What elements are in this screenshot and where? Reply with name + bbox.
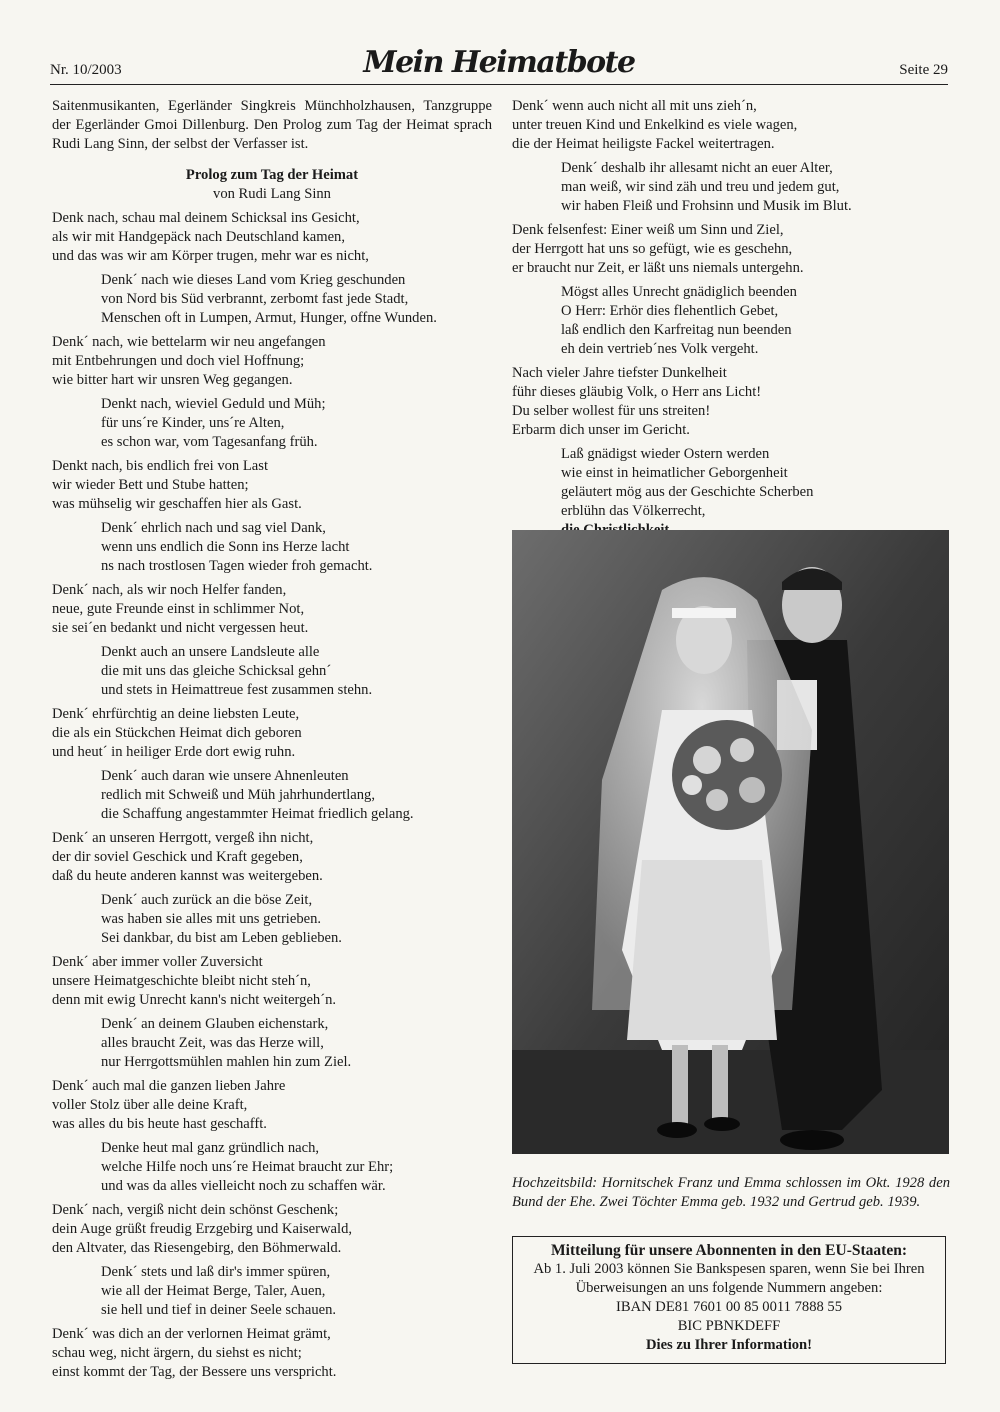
poem-line: unsere Heimatgeschichte bleibt nicht steh´n, bbox=[52, 973, 311, 989]
notice-closing: Dies zu Ihrer Information! bbox=[645, 1337, 813, 1353]
poem-line: Denk´ nach wie dieses Land vom Krieg geschunden bbox=[101, 272, 406, 288]
poem-line: Denke heut mal ganz gründlich nach, bbox=[101, 1140, 320, 1156]
poem-line: Denk nach, schau mal deinem Schicksal ins Gesicht, bbox=[52, 210, 360, 226]
poem-line: Denk´ nach, als wir noch Helfer fanden, bbox=[52, 582, 287, 598]
poem-line: redlich mit Schweiß und Müh jahrhundertlang, bbox=[101, 787, 375, 803]
poem-line: wie all der Heimat Berge, Taler, Auen, bbox=[101, 1283, 326, 1299]
poem-line: nur Herrgottsmühlen mahlen hin zum Ziel. bbox=[101, 1054, 352, 1070]
poem-line: der Herrgott hat uns so gefügt, wie es geschehn, bbox=[512, 241, 793, 257]
poem-stanza bbox=[52, 1201, 492, 1258]
poem-line: die mit uns das gleiche Schicksal gehn´ bbox=[101, 663, 332, 679]
poem-line: es schon war, vom Tagesanfang früh. bbox=[101, 434, 318, 450]
poem-line: Denk´ stets und laß dir's immer spüren, bbox=[101, 1264, 331, 1280]
poem-line: für uns´re Kinder, uns´re Alten, bbox=[101, 415, 285, 431]
poem-line: alles braucht Zeit, was das Herze will, bbox=[101, 1035, 324, 1051]
poem-line: denn mit ewig Unrecht kann's nicht weitergeh´n. bbox=[52, 992, 337, 1008]
poem-line: den Altvater, das Riesengebirg, den Böhmerwald. bbox=[52, 1240, 342, 1256]
poem-line: Denk´ aber immer voller Zuversicht bbox=[52, 954, 263, 970]
poem-line: Denkt nach, bis endlich frei von Last bbox=[52, 458, 269, 474]
poem-line: wie bitter hart wir unsren Weg gegangen. bbox=[52, 372, 293, 388]
poem-line: Menschen oft in Lumpen, Armut, Hunger, offne Wunden. bbox=[101, 310, 437, 326]
poem-line: was mühselig wir geschaffen hier als Gast. bbox=[52, 496, 302, 512]
poem-stanza bbox=[52, 705, 492, 762]
poem-line: Denk´ nach, vergiß nicht dein schönst Geschenk; bbox=[52, 1202, 339, 1218]
photo-caption: Hochzeitsbild: Hornitschek Franz und Emma schlossen im Okt. 1928 den Bund der Ehe. Zwei Töchter Emma geb. 1932 und Gertrud geb. 1939. bbox=[512, 1174, 950, 1210]
poem-line: man weiß, wir sind zäh und treu und jedem gut, bbox=[561, 179, 840, 195]
poem-line: Denkt auch an unsere Landsleute alle bbox=[101, 644, 320, 660]
poem-stanza bbox=[101, 891, 492, 948]
poem-line: Denk´ auch mal die ganzen lieben Jahre bbox=[52, 1078, 286, 1094]
poem-line: was haben sie alles mit uns getrieben. bbox=[101, 911, 322, 927]
poem-line: wie einst in heimatlicher Geborgenheit bbox=[561, 465, 788, 481]
poem-line: neue, gute Freunde einst in schlimmer Not, bbox=[52, 601, 305, 617]
page-header bbox=[50, 44, 948, 85]
poem-line: Denk´ an deinem Glauben eichenstark, bbox=[101, 1016, 329, 1032]
poem-line: unter treuen Kind und Enkelkind es viele wagen, bbox=[512, 117, 798, 133]
poem-stanza bbox=[561, 159, 952, 216]
subscriber-notice-box bbox=[512, 1236, 946, 1364]
poem-line: geläutert mög aus der Geschichte Scherben bbox=[561, 484, 814, 500]
poem-line: Denk´ ehrfürchtig an deine liebsten Leute, bbox=[52, 706, 300, 722]
poem-stanza bbox=[52, 457, 492, 514]
poem-stanza bbox=[101, 1015, 492, 1072]
poem-stanza bbox=[101, 767, 492, 824]
poem-stanza bbox=[101, 643, 492, 700]
poem-line: wenn uns endlich die Sonn ins Herze lacht bbox=[101, 539, 350, 555]
poem-line: Erbarm dich unser im Gericht. bbox=[512, 422, 690, 438]
poem-line: Denk´ ehrlich nach und sag viel Dank, bbox=[101, 520, 326, 536]
poem-line: und was da alles vielleicht noch zu schaffen wär. bbox=[101, 1178, 386, 1194]
notice-body: Ab 1. Juli 2003 können Sie Bankspesen sparen, wenn Sie bei Ihren Überweisungen an uns folgende Nummern angeben: bbox=[533, 1261, 925, 1296]
poem-line: daß du heute anderen kannst was weitergeben. bbox=[52, 868, 323, 884]
poem-line: Nach vieler Jahre tiefster Dunkelheit bbox=[512, 365, 727, 381]
poem-line: die Schaffung angestammter Heimat friedlich gelang. bbox=[101, 806, 414, 822]
poem-line: welche Hilfe noch uns´re Heimat braucht zur Ehr; bbox=[101, 1159, 394, 1175]
poem-line: Sei dankbar, du bist am Leben geblieben. bbox=[101, 930, 342, 946]
poem-stanza bbox=[561, 283, 952, 359]
poem-line: die als ein Stückchen Heimat dich geboren bbox=[52, 725, 302, 741]
poem-stanza bbox=[101, 271, 492, 328]
poem-stanza bbox=[101, 519, 492, 576]
poem-line: O Herr: Erhör dies flehentlich Gebet, bbox=[561, 303, 779, 319]
poem-title: Prolog zum Tag der Heimat bbox=[185, 167, 359, 183]
poem-line: Denk´ deshalb ihr allesamt nicht an euer Alter, bbox=[561, 160, 833, 176]
right-column bbox=[512, 97, 952, 540]
poem-line: führ dieses gläubig Volk, o Herr ans Licht! bbox=[512, 384, 762, 400]
poem-stanza bbox=[52, 333, 492, 390]
poem-line: Denk´ auch daran wie unsere Ahnenleuten bbox=[101, 768, 349, 784]
poem-line: und das was wir am Körper trugen, mehr war es nicht, bbox=[52, 248, 369, 264]
issue-number: Nr. 10/2003 bbox=[50, 62, 122, 78]
poem-line: Denk felsenfest: Einer weiß um Sinn und Ziel, bbox=[512, 222, 784, 238]
poem-line: dein Auge grüßt freudig Erzgebirg und Kaiserwald, bbox=[52, 1221, 353, 1237]
poem-line: ns nach trostlosen Tagen wieder froh gemacht. bbox=[101, 558, 373, 574]
wedding-photo-image bbox=[512, 530, 949, 1154]
poem-stanza bbox=[52, 1077, 492, 1134]
poem-line: Denkt nach, wieviel Geduld und Müh; bbox=[101, 396, 326, 412]
poem-line: was alles du bis heute hast geschafft. bbox=[52, 1116, 267, 1132]
poem-stanza bbox=[512, 97, 952, 154]
poem-stanza bbox=[512, 364, 952, 440]
poem-line: Denk´ an unseren Herrgott, vergeß ihn nicht, bbox=[52, 830, 314, 846]
poem-stanza bbox=[52, 953, 492, 1010]
poem-line: der dir soviel Geschick und Kraft gegeben, bbox=[52, 849, 303, 865]
poem-line: wir haben Fleiß und Frohsinn und Musik im Blut. bbox=[561, 198, 852, 214]
poem-line: Laß gnädigst wieder Ostern werden bbox=[561, 446, 770, 462]
poem-line: wir wieder Bett und Stube hatten; bbox=[52, 477, 249, 493]
notice-bic: BIC PBNKDEFF bbox=[677, 1318, 781, 1334]
poem-line: erblühn das Völkerrecht, bbox=[561, 503, 706, 519]
poem-line: und stets in Heimattreue fest zusammen stehn. bbox=[101, 682, 373, 698]
poem-line: laß endlich den Karfreitag nun beenden bbox=[561, 322, 792, 338]
intro-text: Saitenmusikanten, Egerländer Singkreis Münchholzhausen, Tanzgruppe der Egerländer Gmoi Dillenburg. Den Prolog zum Tag der Heimat sprach Rudi Lang Sinn, der selbst der Verfasser ist. bbox=[52, 98, 492, 152]
poem-stanza bbox=[52, 829, 492, 886]
poem-stanza bbox=[101, 1263, 492, 1320]
poem-line: als wir mit Handgepäck nach Deutschland kamen, bbox=[52, 229, 345, 245]
poem-line: Denk´ nach, wie bettelarm wir neu angefangen bbox=[52, 334, 326, 350]
poem-line: Denk´ was dich an der verlornen Heimat grämt, bbox=[52, 1326, 331, 1342]
masthead-logo: Mein Heimatbote bbox=[363, 45, 635, 80]
page-number: Seite 29 bbox=[899, 62, 948, 78]
poem-line: Denk´ auch zurück an die böse Zeit, bbox=[101, 892, 313, 908]
poem-line: eh dein vertrieb´nes Volk vergeht. bbox=[561, 341, 759, 357]
notice-iban: IBAN DE81 7601 00 85 0011 7888 55 bbox=[615, 1299, 843, 1315]
poem-stanza bbox=[52, 581, 492, 638]
poem-stanza bbox=[101, 395, 492, 452]
poem-stanza bbox=[512, 221, 952, 278]
poem-line: Du selber wollest für uns streiten! bbox=[512, 403, 711, 419]
poem-line: er braucht nur Zeit, er läßt uns niemals untergehn. bbox=[512, 260, 804, 276]
poem-stanza bbox=[52, 1325, 492, 1382]
poem-line: und heut´ in heiliger Erde dort ewig ruhn. bbox=[52, 744, 296, 760]
poem-line: Mögst alles Unrecht gnädiglich beenden bbox=[561, 284, 797, 300]
poem-stanzas-left bbox=[52, 209, 492, 1382]
poem-line: voller Stolz über alle deine Kraft, bbox=[52, 1097, 248, 1113]
poem-author: von Rudi Lang Sinn bbox=[213, 186, 331, 202]
left-column bbox=[52, 97, 492, 1382]
poem-stanzas-right bbox=[512, 97, 952, 540]
poem-stanza bbox=[561, 445, 952, 540]
poem-line: schau weg, nicht ärgern, du siehst es nicht; bbox=[52, 1345, 302, 1361]
poem-line: von Nord bis Süd verbrannt, zerbomt fast jede Stadt, bbox=[101, 291, 409, 307]
poem-line: mit Entbehrungen und doch viel Hoffnung; bbox=[52, 353, 305, 369]
poem-line: einst kommt der Tag, der Bessere uns verspricht. bbox=[52, 1364, 337, 1380]
notice-title: Mitteilung für unsere Abonnenten in den EU-Staaten: bbox=[551, 1242, 907, 1259]
poem-stanza bbox=[52, 209, 492, 266]
poem-stanza bbox=[101, 1139, 492, 1196]
poem-line: sie sei´en bedankt und nicht vergessen heut. bbox=[52, 620, 309, 636]
poem-line: sie hell und tief in deiner Seele schauen. bbox=[101, 1302, 337, 1318]
poem-line: Denk´ wenn auch nicht all mit uns zieh´n, bbox=[512, 98, 757, 114]
poem-line: die der Heimat heiligste Fackel weitertragen. bbox=[512, 136, 775, 152]
wedding-photo bbox=[512, 530, 949, 1154]
